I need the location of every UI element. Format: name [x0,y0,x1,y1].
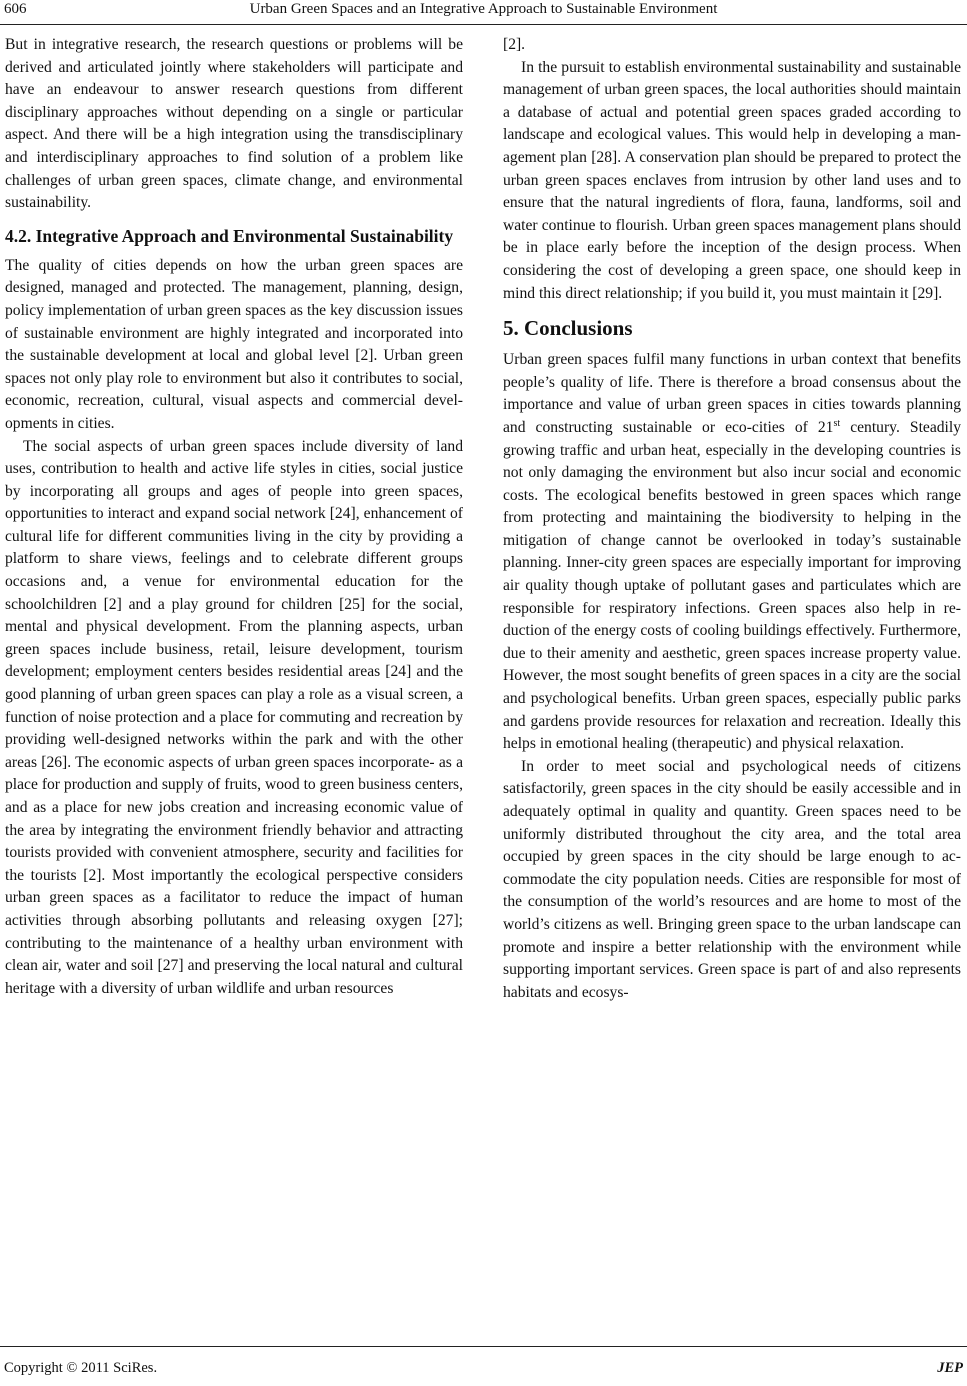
section-heading: 5. Conclusions [503,316,633,341]
running-title: Urban Green Spaces and an Integrative Approach to Sustainable Environment [249,1,718,17]
paragraph: [2]. [503,36,526,53]
journal-abbreviation: JEP [937,1360,963,1376]
paragraph-text: century. Steadily growing traffic and urban heat, especially in the developing countries is not only damaging the environment but also incur social and economic costs. The ecological benefits bestowed in green spaces which range from protecting and maintaining the biodiversity to helping in the mitigation of change cannot be overlooked in today’s sustainable planning. Inner-city green spaces are especially important for improving air quality though uptake of pollutant gases and particulates which are responsible for respiratory infections. Green spaces also help in reduction of the energy costs of cooling buildings effectively. Furthermore, due to their amenity and aesthetic, green spaces increase property value. However, the most sought benefits of green spaces in a city are the social and psychological benefits. Urban green spaces, especially public parks and gardens provide resources for relaxation and recreation. Ideally this helps in emotional healing (therapeutic) and physical relaxation. [503,418,961,753]
paragraph: In the pursuit to establish environmental sustainability and sustainable management of urban green spaces, the local authorities should maintain a database of actual and potential green spaces graded according to landscape and ecological values. This would help in developing a management plan [28]. A conservation plan should be prepared to protect the urban green spaces enclaves from intrusion by other land uses and to ensure that the natural ingredients of flora, fauna, landforms, soil and water continue to flourish. Urban green spaces management plans should be in place early before the inception of the design process. When considering the cost of developing a green space, one should keep in mind this direct relationship; if you build it, you must maintain it [29]. [503,58,961,302]
paragraph: The quality of cities depends on how the urban green spaces are designed, managed and protected. The management, planning, design, policy implementation of urban green spaces as the key discussion issues of sustainable environment are highly integrated and incorporated into the sustainable development at local and global level [2]. Urban green spaces not only play role to environment but also it contributes to social, economic, recreation, cultural, visual aspects and commercial developments in cities. [5,256,463,432]
page-header [0,0,967,22]
paragraph: In order to meet social and psychological needs of citizens satisfactorily, green spaces in the city should be easily accessible and in adequately optimal in quality and quantity. Green spaces need to be uniformly distributed throughout the city area, and the total area occupied by green spaces in the city should be large enough to accommodate the city population needs. Cities are responsible for most of the consumption of the world’s resources and are home to most of the world’s citizens as well. Bringing green space to the urban landscape can promote and inspire a better relationship with the environment while supporting important services. Green space is part of and also represents habitats and ecosys- [503,757,961,1001]
page-footer [0,1346,967,1386]
subsection-heading: 4.2. Integrative Approach and Environmental Sustainability [5,225,454,246]
paragraph: The social aspects of urban green spaces include diversity of land uses, contribution to health and active life styles in cities, social justice by incorporating all groups and ages of people into green spaces, opportunities to interact and expand social network [24], enhancement of cultural life for different communities living in the city by providing a platform to share views, feelings and to celebrate different groups occasions and, a venue for environmental education for the schoolchildren [2] and a play ground for children [25] for the social, mental and physical development. From the planning aspects, urban green spaces include business, retail, leisure development, tourism development; employment centers besides residential areas [24] and the good planning of urban green spaces can play a role as a visual screen, a function of noise protection and a place for commuting and recreation by providing well-designed networks within the park and with the other areas [26]. The economic aspects of urban green spaces incorporate- as a place for production and supply of fruits, wood to green business centers, and as a place for new jobs creation and increasing economic value of the area by integrating the environment friendly behavior and attracting tourists provided with convenient atmosphere, security and facilities for the tourists [2]. Most importantly the ecological perspective considers urban green spaces as a facilitator to reduce the impact of human activities through absorbing pollutants and releasing oxygen [27]; contributing to the maintenance of a healthy urban environment with clean air, water and soil [27] and preserving the local natural and cultural heritage with a diversity of urban wildlife and urban resources [5,437,463,997]
header-divider [0,24,967,25]
right-column [503,34,961,1004]
page-number: 606 [4,1,27,17]
copyright-notice: Copyright © 2011 SciRes. [4,1360,158,1376]
left-column [5,34,463,1000]
footer-divider [0,1346,967,1347]
paragraph [503,349,961,756]
paragraph: But in integrative research, the research questions or problems will be derived and articulated jointly where stakeholders will participate and have an endeavour to answer research questions from different disciplinary approaches without depending on a single or particular aspect. And there will be a high integration using the transdisciplinary and interdisciplinary approaches to find solution of a problem like challenges of urban green spaces, climate change, and environmental sustainability. [5,36,463,212]
paragraph-text: Urban green spaces fulfil many functions in urban context that benefits people’s quality of life. There is therefore a broad consensus about the importance and value of urban green spaces in cities towards planning and constructing sustainable or eco-cities of 21 [503,351,961,436]
ordinal-superscript: st [833,417,841,429]
